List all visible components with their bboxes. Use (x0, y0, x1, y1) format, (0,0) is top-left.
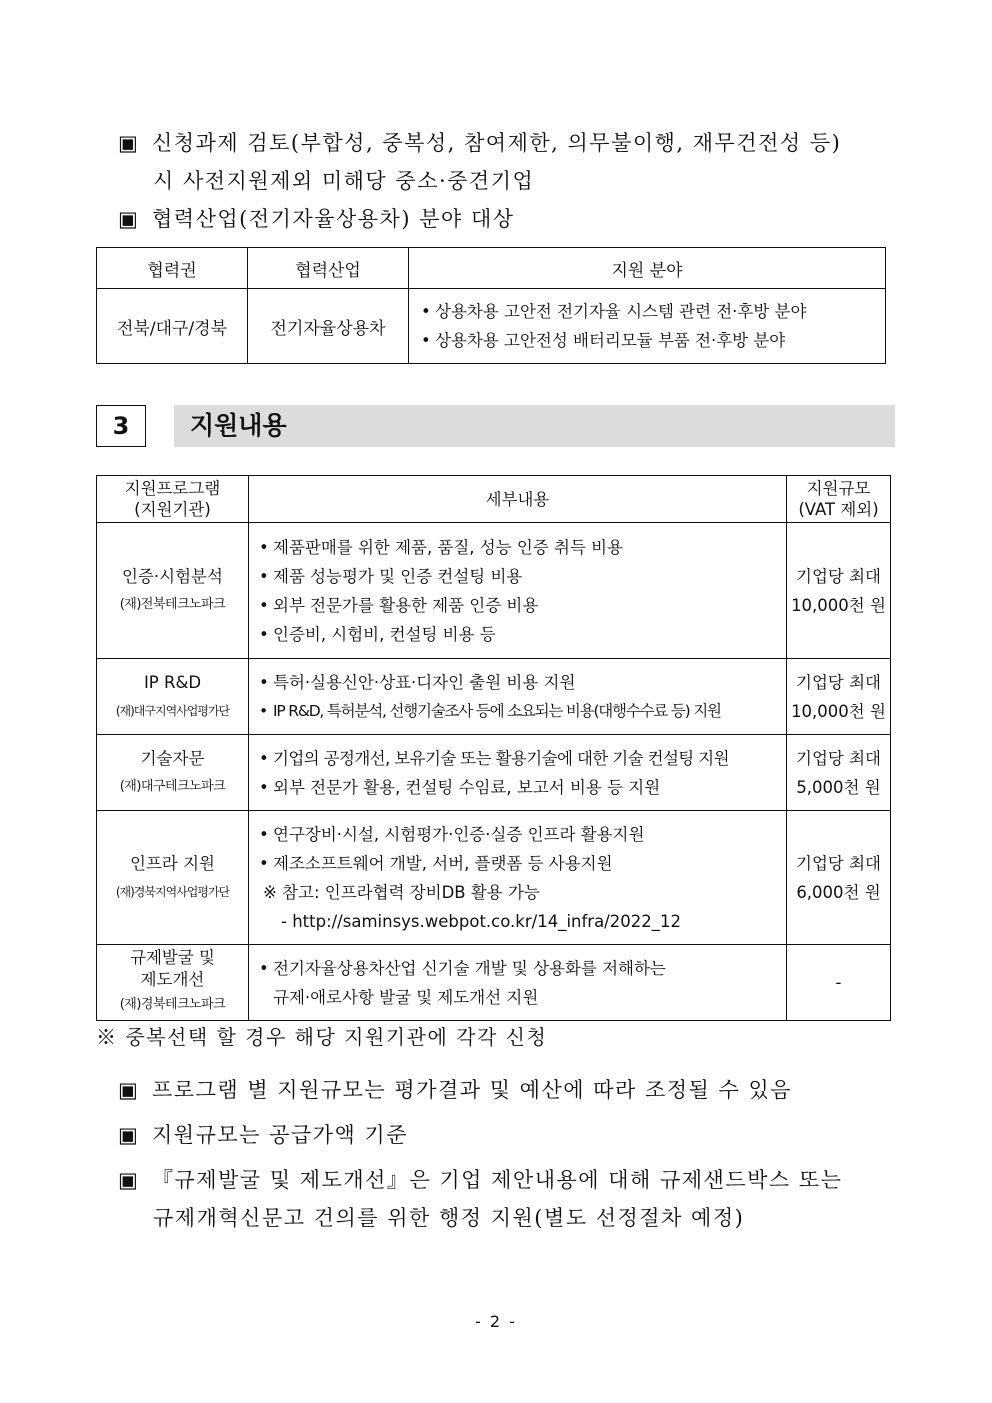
detail-cell (249, 659, 787, 735)
header-program: 지원프로그램 (지원기관) (97, 476, 249, 523)
support-table (96, 475, 891, 1021)
agency-label: (재)경북지역사업평가단 (115, 884, 230, 899)
program-cell: IP R&D (재)대구지역사업평가단 (97, 659, 249, 735)
program-cell: 기술자문 (재)대구테크노파크 (97, 735, 249, 811)
bullet-scale-adjust: ▣ 프로그램 별 지원규모는 평가결과 및 예산에 따라 조정될 수 있음 (118, 1075, 792, 1105)
table-row (97, 811, 891, 945)
header-detail: 세부내용 (249, 476, 787, 523)
table-row (97, 735, 891, 811)
section-title-bar (174, 405, 895, 447)
program-cell: 규제발굴 및 제도개선 (재)경북테크노파크 (97, 945, 249, 1021)
list-item: • 상용차용 고안전성 배터리모듈 부품 전·후방 분야 (421, 331, 786, 350)
detail-cell (249, 811, 787, 945)
table-header-row (97, 248, 886, 289)
reference-link[interactable]: - http://saminsys.webpot.co.kr/14_infra/2022_12 (281, 911, 681, 931)
detail-cell (249, 523, 787, 659)
list-item: • IP R&D, 특허분석, 선행기술조사 등에 소요되는 비용(대행수수료 등) 지원 (259, 701, 721, 720)
header-region: 협력권 (97, 248, 248, 289)
bullet-text: 신청과제 검토(부합성, 중복성, 참여제한, 의무불이행, 재무건전성 등) (152, 131, 842, 155)
cooperation-table (96, 247, 886, 364)
list-item: • 특허·실용신안·상표·디자인 출원 비용 지원 (259, 672, 576, 692)
agency-label: (재)대구지역사업평가단 (115, 703, 230, 718)
square-bullet-icon: ▣ (118, 1078, 140, 1102)
list-item: • 외부 전문가 활용, 컨설팅 수임료, 보고서 비용 등 지원 (259, 777, 661, 797)
scale-cell: - (787, 945, 891, 1021)
program-cell: 인증·시험분석 (재)전북테크노파크 (97, 523, 249, 659)
list-item: 규제·애로사항 발굴 및 제도개선 지원 (273, 987, 539, 1007)
table-row (97, 659, 891, 735)
bullet-supply-price: ▣ 지원규모는 공급가액 기준 (118, 1120, 408, 1150)
section-number: 3 (96, 405, 146, 447)
agency-label: (재)경북테크노파크 (119, 996, 226, 1012)
header-scale: 지원규모 (VAT 제외) (787, 476, 891, 523)
header-field: 지원 분야 (409, 248, 886, 289)
table-header-row (97, 476, 891, 523)
scale-cell: 기업당 최대 6,000천 원 (787, 811, 891, 945)
bullet-industry (118, 204, 515, 234)
reference-note: ※ 참고: 인프라협력 장비DB 활용 가능 (263, 882, 540, 902)
industry-cell: 전기자율상용차 (248, 289, 409, 364)
list-item: • 제조소프트웨어 개발, 서버, 플랫폼 등 사용지원 (259, 853, 613, 873)
agency-label: (재)전북테크노파크 (119, 596, 226, 612)
bullet-text: 협력산업(전기자율상용차) 분야 대상 (152, 207, 515, 231)
table-row (97, 289, 886, 364)
list-item: • 제품 성능평가 및 인증 컨설팅 비용 (259, 566, 523, 586)
list-item: • 제품판매를 위한 제품, 품질, 성능 인증 취득 비용 (259, 537, 624, 557)
list-item: • 기업의 공정개선, 보유기술 또는 활용기술에 대한 기술 컨설팅 지원 (259, 748, 729, 768)
detail-cell (249, 735, 787, 811)
table-row (97, 523, 891, 659)
square-bullet-icon: ▣ (118, 1123, 140, 1147)
square-bullet-icon: ▣ (118, 131, 140, 155)
agency-label: (재)대구테크노파크 (119, 778, 226, 794)
list-item: • 전기자율상용차산업 신기술 개발 및 상용화를 저해하는 (259, 958, 666, 978)
scale-cell: 기업당 최대 10,000천 원 (787, 523, 891, 659)
field-cell (409, 289, 886, 364)
list-item: • 인증비, 시험비, 컨설팅 비용 등 (259, 624, 496, 644)
table-note: ※ 중복선택 할 경우 해당 지원기관에 각각 신청 (96, 1025, 548, 1049)
section-title: 지원내용 (190, 411, 287, 440)
header-industry: 협력산업 (248, 248, 409, 289)
bullet-continuation: 시 사전지원제외 미해당 중소·중견기업 (153, 169, 535, 193)
program-cell: 인프라 지원 (재)경북지역사업평가단 (97, 811, 249, 945)
list-item: • 상용차용 고안전 전기자율 시스템 관련 전·후방 분야 (421, 302, 807, 321)
region-cell: 전북/대구/경북 (97, 289, 248, 364)
page-number: - 2 - (475, 1312, 517, 1331)
bullet-eligibility (118, 128, 841, 158)
table-row (97, 945, 891, 1021)
square-bullet-icon: ▣ (118, 1168, 140, 1192)
scale-cell: 기업당 최대 5,000천 원 (787, 735, 891, 811)
square-bullet-icon: ▣ (118, 207, 140, 231)
detail-cell (249, 945, 787, 1021)
bullet-regulation: ▣ 『규제발굴 및 제도개선』은 기업 제안내용에 대해 규제샌드박스 또는 (118, 1165, 842, 1195)
list-item: • 연구장비·시설, 시험평가·인증·실증 인프라 활용지원 (259, 824, 645, 844)
scale-cell: 기업당 최대 10,000천 원 (787, 659, 891, 735)
bullet-continuation: 규제개혁신문고 건의를 위한 행정 지원(별도 선정절차 예정) (153, 1206, 745, 1230)
list-item: • 외부 전문가를 활용한 제품 인증 비용 (259, 595, 539, 615)
